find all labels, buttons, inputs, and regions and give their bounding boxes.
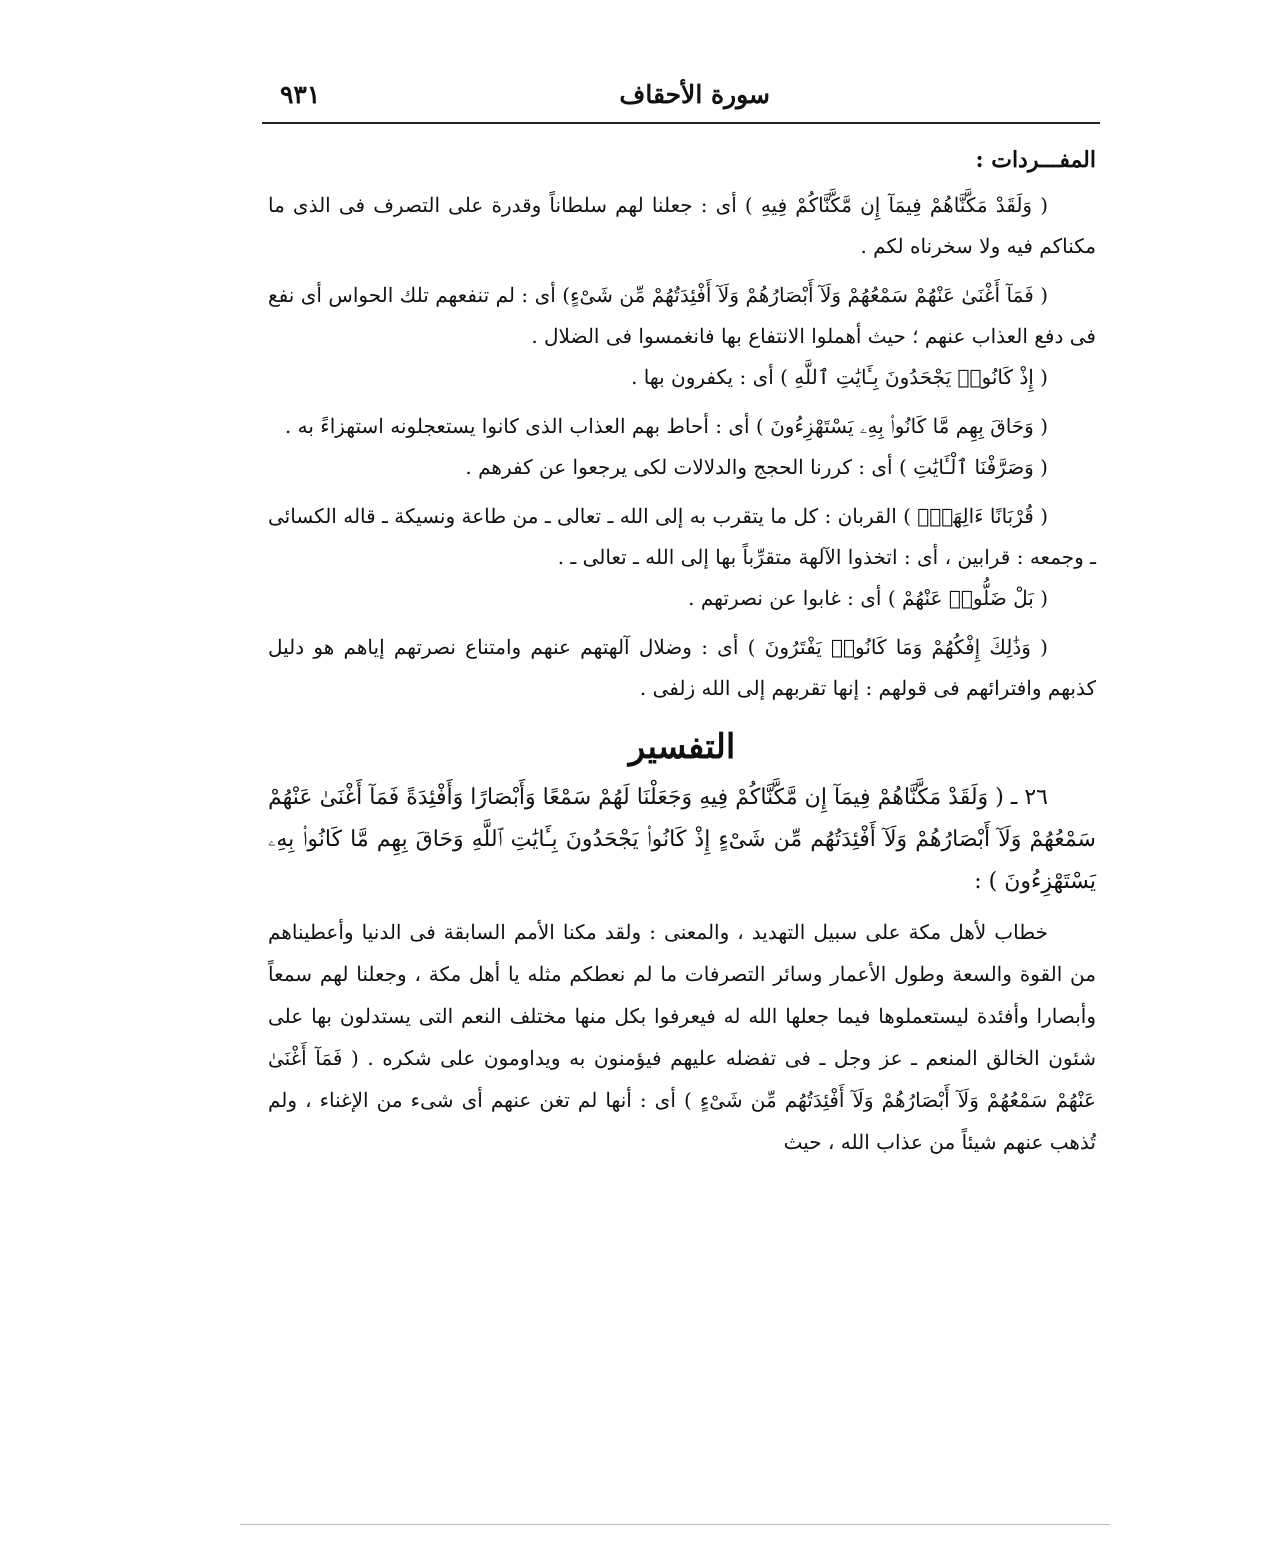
- vocab-entry-8: ( وَذَٰلِكَ إِفْكُهُمْ وَمَا كَانُوا۟ يَفْتَرُونَ ) أى : وضلال آلهتهم عنهم وامتناع نصرتهم إياهم هو دليل كذبهم وافترائهم فى قولهم : إنها تقربهم إلى الله زلفى .: [268, 635, 1096, 700]
- page-content: [268, 140, 1096, 1163]
- page-number: ٩٣١: [280, 80, 321, 109]
- vocab-entry-6: ( قُرْبَانًا ءَالِهَةًۢ ) القربان : كل ما يتقرب به إلى الله ـ تعالى ـ من طاعة ونسيكة ـ قاله الكسائى ـ وجمعه : قرابين ، أى : اتخذوا الآلهة متقرِّباً بها إلى الله ـ تعالى ـ .: [268, 504, 1096, 569]
- page-bottom-edge: [240, 1524, 1110, 1525]
- vocab-entry-3: ( إِذْ كَانُوا۟ يَجْحَدُونَ بِـَٔايَٰتِ ٱللَّهِ ) أى : يكفرون بها .: [631, 365, 1048, 389]
- header-rule: [262, 122, 1100, 124]
- vocab-entry-4: ( وَحَاقَ بِهِم مَّا كَانُوا۟ بِهِۦ يَسْتَهْزِءُونَ ) أى : أحاط بهم العذاب الذى كانوا يستعجلونه استهزاءً به .: [284, 414, 1048, 438]
- tafsir-verse: ٢٦ ـ ( وَلَقَدْ مَكَّنَّاهُمْ فِيمَآ إِن مَّكَّنَّاكُمْ فِيهِ وَجَعَلْنَا لَهُمْ سَمْعًا وَأَبْصَارًا وَأَفْئِدَةً فَمَآ أَغْنَىٰ عَنْهُمْ سَمْعُهُمْ وَلَآ أَبْصَارُهُمْ وَلَآ أَفْئِدَتُهُم مِّن شَىْءٍ إِذْ كَانُوا۟ يَجْحَدُونَ بِـَٔايَٰتِ ٱللَّهِ وَحَاقَ بِهِم مَّا كَانُوا۟ بِهِۦ يَسْتَهْزِءُونَ ) :: [268, 785, 1096, 894]
- tafsir-paragraph: خطاب لأهل مكة على سبيل التهديد ، والمعنى : ولقد مكنا الأمم السابقة فى الدنيا وأعطيناهم من القوة والسعة وطول الأعمار وسائر التصرفات ما لم نعطكم مثله يا أهل مكة ، وجعلنا لهم سمعاً وأبصارا وأفئدة ليستعملوها فيما جعلها الله له فيعرفوا بكل منها مختلف النعم التى يستدلون بها على شئون الخالق المنعم ـ عز وجل ـ فى تفضله عليهم فيؤمنون به ويداومون على شكره . ( فَمَآ أَغْنَىٰ عَنْهُمْ سَمْعُهُمْ وَلَآ أَبْصَارُهُمْ وَلَآ أَفْئِدَتُهُم مِّن شَىْءٍ ) أى : أنها لم تغن عنهم أى شىء من الإغناء ، ولم تُذهب عنهم شيئاً من عذاب الله ، حيث: [268, 920, 1096, 1154]
- tafsir-heading: التفسير: [628, 727, 736, 767]
- surah-title: سورة الأحقاف: [619, 80, 770, 109]
- vocab-entry-5: ( وَصَرَّفْنَا ٱلْـَٔايَٰتِ ) أى : كررنا الحجج والدلالات لكى يرجعوا عن كفرهم .: [465, 455, 1048, 479]
- vocab-entry-7: ( بَلْ ضَلُّوا۟ عَنْهُمْ ) أى : غابوا عن نصرتهم .: [688, 586, 1048, 610]
- vocab-entry-1: ( وَلَقَدْ مَكَّنَّاهُمْ فِيمَآ إِن مَّكَّنَّاكُمْ فِيهِ ) أى : جعلنا لهم سلطاناً وقدرة على التصرف فى الذى ما مكناكم فيه ولا سخرناه لكم .: [268, 193, 1096, 258]
- vocab-heading: المفـــردات :: [975, 147, 1096, 173]
- vocab-entry-2: ( فَمَآ أَغْنَىٰ عَنْهُمْ سَمْعُهُمْ وَلَآ أَبْصَارُهُمْ وَلَآ أَفْئِدَتُهُمْ مِّن شَىْءٍ) أى : لم تنفعهم تلك الحواس أى نفع فى دفع العذاب عنهم ؛ حيث أهملوا الانتفاع بها فانغمسوا فى الضلال .: [268, 283, 1096, 348]
- page-header: [262, 80, 1100, 120]
